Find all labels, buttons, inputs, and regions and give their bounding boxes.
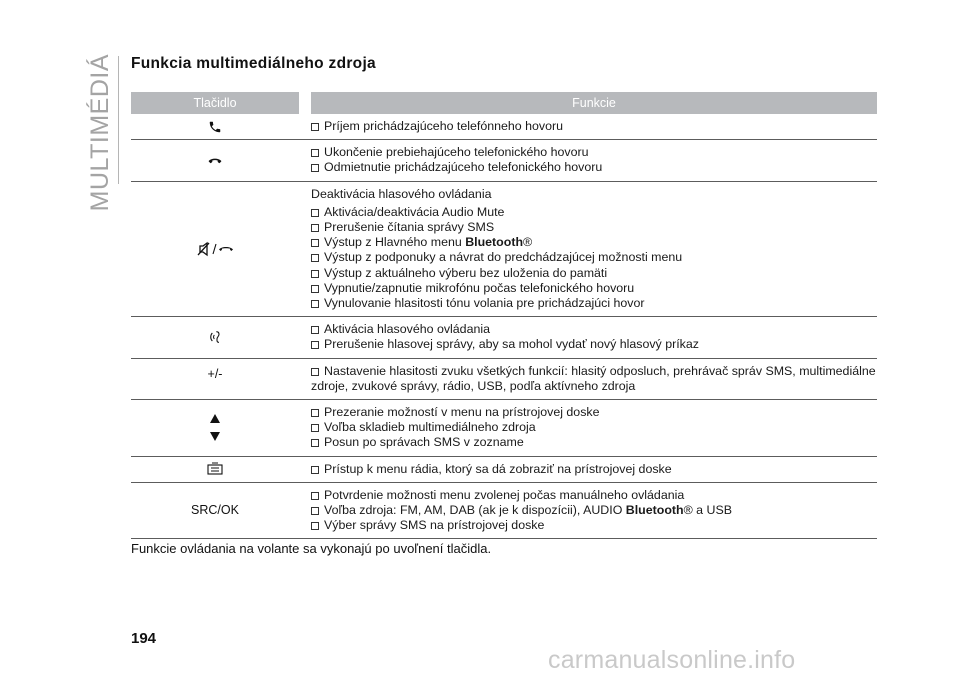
brand-name: Bluetooth bbox=[625, 503, 684, 518]
gap-cell bbox=[299, 400, 311, 457]
function-table bbox=[131, 92, 877, 539]
table-row bbox=[131, 181, 877, 317]
voice-command-icon bbox=[207, 329, 223, 345]
bullet-box-icon bbox=[311, 424, 319, 432]
bullet-box-icon bbox=[311, 368, 319, 376]
table-row bbox=[131, 114, 877, 140]
bullet-box-icon bbox=[311, 439, 319, 447]
bullet-box-icon bbox=[311, 409, 319, 417]
function-item: Výber správy SMS na prístrojovej doske bbox=[311, 518, 877, 533]
function-cell bbox=[311, 358, 877, 399]
function-cell bbox=[311, 317, 877, 358]
bullet-box-icon bbox=[311, 164, 319, 172]
button-cell bbox=[131, 456, 299, 482]
table-row bbox=[131, 140, 877, 181]
watermark: carmanualsonline.info bbox=[548, 646, 796, 674]
table-header bbox=[131, 92, 877, 114]
gap-cell bbox=[299, 181, 311, 317]
table-row bbox=[131, 358, 877, 399]
function-heading: Deaktivácia hlasového ovládania bbox=[311, 186, 492, 201]
function-item: Ukončenie prebiehajúceho telefonického hovoru bbox=[311, 145, 877, 160]
table-row bbox=[131, 456, 877, 482]
mute-slash-hangup-icon bbox=[196, 241, 234, 257]
section-title: Funkcia multimediálneho zdroja bbox=[131, 55, 376, 72]
bullet-box-icon bbox=[311, 341, 319, 349]
function-item: Výstup z podponuky a návrat do predchádzajúcej možnosti menu bbox=[311, 250, 877, 265]
button-cell bbox=[131, 114, 299, 140]
table-row bbox=[131, 482, 877, 539]
function-item: Prerušenie čítania správy SMS bbox=[311, 220, 877, 235]
bullet-box-icon bbox=[311, 466, 319, 474]
function-item: Výstup z Hlavného menu Bluetooth® bbox=[311, 235, 877, 250]
footnote: Funkcie ovládania na volante sa vykonajú po uvoľnení tlačidla. bbox=[131, 541, 492, 556]
gap-cell bbox=[299, 482, 311, 539]
button-cell bbox=[131, 140, 299, 181]
bullet-box-icon bbox=[311, 285, 319, 293]
bullet-box-icon bbox=[311, 149, 319, 157]
function-item: Príjem prichádzajúceho telefónneho hovoru bbox=[311, 119, 877, 134]
gap-cell bbox=[299, 456, 311, 482]
function-item: Posun po správach SMS v zozname bbox=[311, 435, 877, 450]
function-item: Voľba skladieb multimediálneho zdroja bbox=[311, 420, 877, 435]
gap-cell bbox=[299, 140, 311, 181]
header-gap bbox=[299, 92, 311, 114]
function-item: Potvrdenie možnosti menu zvolenej počas manuálneho ovládania bbox=[311, 488, 877, 503]
radio-menu-icon bbox=[207, 462, 223, 475]
function-item: Nastavenie hlasitosti zvuku všetkých funkcií: hlasitý odposluch, prehrávač správ SMS, multimediálne zdroje, zvukové správy, rádio, USB, podľa aktívneho zdroja bbox=[311, 363, 876, 393]
function-item: Výstup z aktuálneho výberu bez uloženia do pamäti bbox=[311, 266, 877, 281]
function-cell bbox=[311, 482, 877, 539]
function-cell bbox=[311, 181, 877, 317]
button-cell bbox=[131, 317, 299, 358]
function-item: Voľba zdroja: FM, AM, DAB (ak je k dispozícii), AUDIO Bluetooth® a USB bbox=[311, 503, 877, 518]
bullet-box-icon bbox=[311, 254, 319, 262]
side-rule bbox=[118, 56, 119, 184]
button-cell bbox=[131, 400, 299, 457]
bullet-box-icon bbox=[311, 492, 319, 500]
phone-hangup-icon bbox=[208, 156, 222, 166]
function-cell bbox=[311, 114, 877, 140]
bullet-box-icon bbox=[311, 239, 319, 247]
page-number: 194 bbox=[131, 630, 157, 647]
bullet-box-icon bbox=[311, 300, 319, 308]
table-row bbox=[131, 317, 877, 358]
function-cell bbox=[311, 140, 877, 181]
gap-cell bbox=[299, 114, 311, 140]
header-functions: Funkcie bbox=[311, 92, 877, 114]
function-item: Odmietnutie prichádzajúceho telefonického hovoru bbox=[311, 160, 877, 175]
function-item: Vypnutie/zapnutie mikrofónu počas telefonického hovoru bbox=[311, 281, 877, 296]
button-label: SRC/OK bbox=[191, 503, 239, 518]
function-item: Prerušenie hlasovej správy, aby sa mohol vydať nový hlasový príkaz bbox=[311, 337, 877, 352]
button-cell bbox=[131, 358, 299, 399]
bullet-box-icon bbox=[311, 270, 319, 278]
bullet-box-icon bbox=[311, 326, 319, 334]
bullet-box-icon bbox=[311, 123, 319, 131]
bullet-box-icon bbox=[311, 507, 319, 515]
function-item: Prístup k menu rádia, ktorý sa dá zobraziť na prístrojovej doske bbox=[311, 462, 877, 477]
bullet-box-icon bbox=[311, 209, 319, 217]
table-row bbox=[131, 400, 877, 457]
function-item: Vynulovanie hlasitosti tónu volania pre prichádzajúci hovor bbox=[311, 296, 877, 311]
function-item: Prezeranie možností v menu na prístrojovej doske bbox=[311, 405, 877, 420]
brand-name: Bluetooth bbox=[465, 235, 524, 250]
bullet-box-icon bbox=[311, 522, 319, 530]
gap-cell bbox=[299, 358, 311, 399]
gap-cell bbox=[299, 317, 311, 358]
function-cell bbox=[311, 456, 877, 482]
button-cell bbox=[131, 482, 299, 539]
side-section-label: MULTIMÉDIÁ bbox=[86, 54, 114, 212]
bullet-box-icon bbox=[311, 224, 319, 232]
button-cell bbox=[131, 181, 299, 317]
function-item: Aktivácia/deaktivácia Audio Mute bbox=[311, 205, 877, 220]
header-button: Tlačidlo bbox=[131, 92, 299, 114]
phone-answer-icon bbox=[208, 120, 222, 134]
function-item: Aktivácia hlasového ovládania bbox=[311, 322, 877, 337]
function-cell bbox=[311, 400, 877, 457]
button-label: +/- bbox=[207, 366, 223, 381]
up-down-arrows-icon bbox=[209, 412, 221, 444]
